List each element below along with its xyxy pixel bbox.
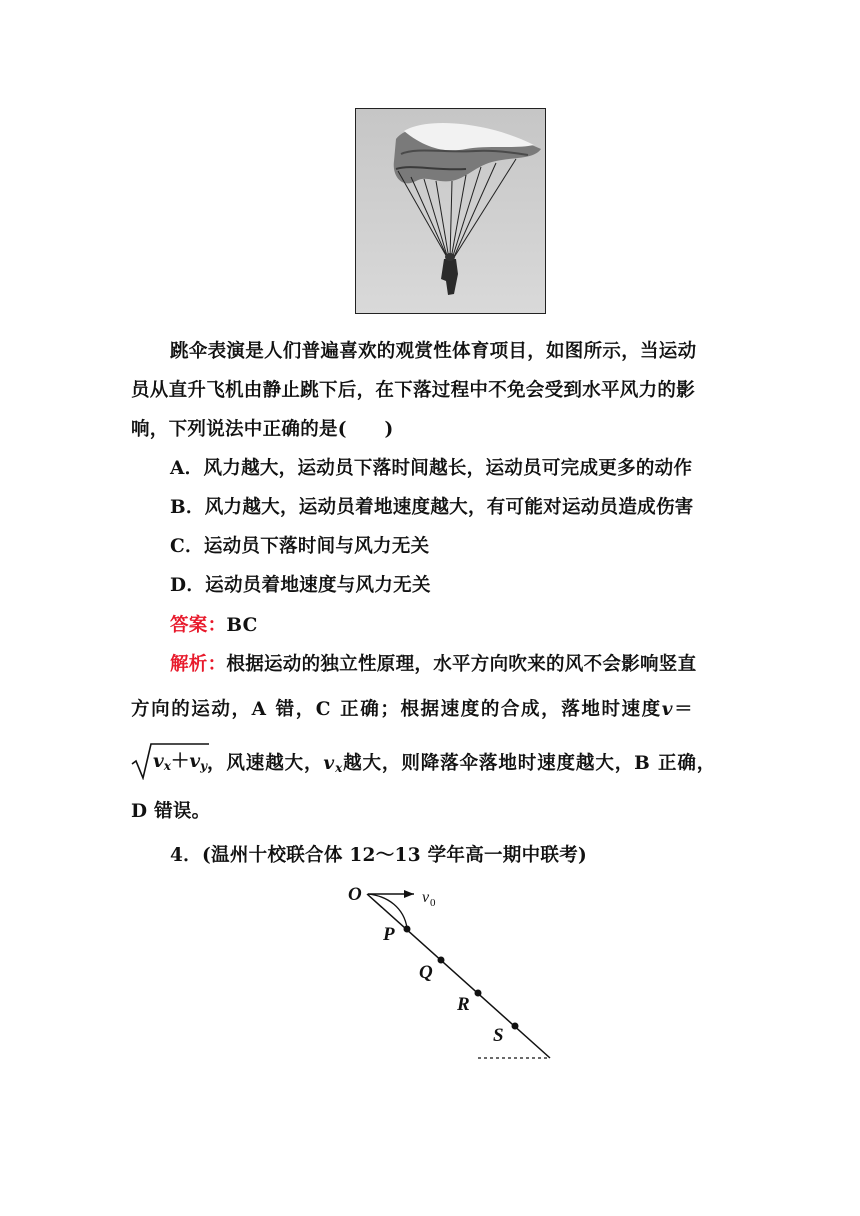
analysis-line-3 <box>207 752 716 780</box>
trajectory-curve <box>368 894 407 928</box>
option-c-text: 运动员下落时间与风力无关 <box>203 536 430 557</box>
formula-vx: v <box>153 751 164 772</box>
answer-value: BC <box>226 615 258 636</box>
analysis-text-1: 根据运动的独立性原理，水平方向吹来的风不会影响竖直 <box>226 654 697 675</box>
analysis-line-2 <box>131 698 694 722</box>
question-line-1: 跳伞表演是人们普遍喜欢的观赏性体育项目，如图所示，当运动 <box>170 341 697 362</box>
option-a-text: 风力越大，运动员下落时间越长，运动员可完成更多的动作 <box>203 458 693 479</box>
option-d-text: 运动员着地速度与风力无关 <box>205 575 431 596</box>
option-b <box>170 496 694 520</box>
point-s <box>512 1023 519 1030</box>
analysis-text-3a: ，风速越大， <box>207 753 324 774</box>
speed-variable: v <box>661 699 675 720</box>
option-d-letter: D． <box>170 575 206 596</box>
velocity-arrow-head-icon <box>404 890 414 898</box>
parachute-photo <box>355 108 546 314</box>
incline-figure <box>340 878 560 1068</box>
incline-diagram <box>340 878 560 1068</box>
label-v0: v <box>422 889 430 906</box>
analysis-vx-sub: x <box>335 761 344 775</box>
option-a <box>170 457 692 481</box>
point-q <box>438 957 445 964</box>
option-a-letter: A． <box>170 458 204 479</box>
analysis-label: 解析： <box>170 654 227 675</box>
analysis-vx: v <box>323 753 336 774</box>
label-r: R <box>457 994 470 1015</box>
incline-line <box>367 894 550 1058</box>
next-question-number: 4． <box>170 845 202 866</box>
equals-sign: ＝ <box>674 699 695 720</box>
point-r <box>475 990 482 997</box>
option-b-text: 风力越大，运动员着地速度越大，有可能对运动员造成伤害 <box>204 497 694 518</box>
option-c <box>170 535 429 559</box>
analysis-text-3b: 越大，则降落伞落地时速度越大，B 正确， <box>343 753 717 774</box>
point-p <box>404 926 411 933</box>
analysis-text-2: 方向的运动，A 错，C 正确；根据速度的合成，落地时速度 <box>131 699 662 720</box>
formula-plus: ＋ <box>170 751 190 772</box>
label-p: P <box>383 924 395 945</box>
question-line-2: 员从直升飞机由静止跳下后，在下落过程中不免会受到水平风力的影 <box>131 380 696 401</box>
analysis-line-4: D 错误。 <box>131 801 211 822</box>
analysis-line-1 <box>170 653 696 677</box>
option-d <box>170 574 431 598</box>
formula-vy-sub: y <box>200 759 208 773</box>
label-q: Q <box>419 962 433 983</box>
next-question <box>170 844 587 868</box>
answer-line <box>170 614 258 638</box>
sqrt-contents <box>153 750 207 778</box>
option-b-letter: B． <box>170 497 205 518</box>
formula-vx-sub: x <box>163 759 171 773</box>
question-line-3: 响，下列说法中正确的是( ) <box>131 419 394 440</box>
option-c-letter: C． <box>170 536 204 557</box>
label-s: S <box>493 1025 504 1046</box>
next-question-source: (温州十校联合体 12～13 学年高一期中联考) <box>201 845 588 866</box>
sqrt-formula <box>131 740 211 780</box>
label-v0-sub: 0 <box>430 897 436 909</box>
answer-label: 答案： <box>170 615 227 636</box>
formula-vy: v <box>189 751 201 772</box>
parachute-illustration <box>356 109 545 313</box>
label-o: O <box>348 884 362 905</box>
